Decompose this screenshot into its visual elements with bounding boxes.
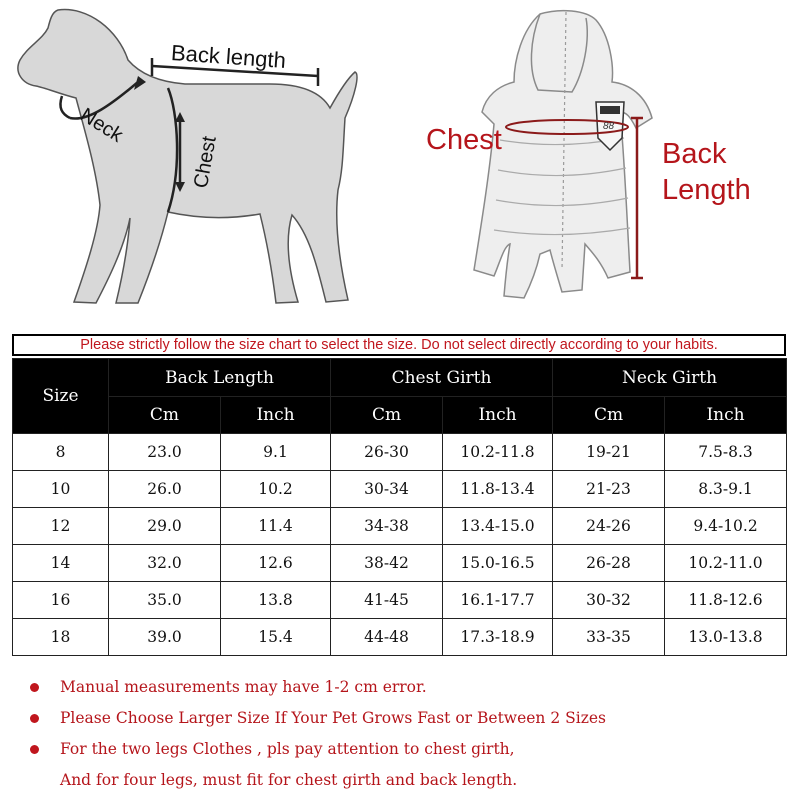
neck-measure-back (60, 96, 70, 118)
table-cell: 41-45 (331, 582, 443, 619)
table-cell: 23.0 (109, 434, 221, 471)
table-cell: 44-48 (331, 619, 443, 656)
table-cell: 18 (13, 619, 109, 656)
table-cell: 11.8-12.6 (665, 582, 787, 619)
table-cell: 33-35 (553, 619, 665, 656)
table-cell: 14 (13, 545, 109, 582)
table-cell: 10.2-11.8 (443, 434, 553, 471)
table-cell: 16.1-17.7 (443, 582, 553, 619)
unit-header: Cm (553, 397, 665, 434)
table-header-row (13, 359, 787, 397)
table-cell: 15.0-16.5 (443, 545, 553, 582)
coat-chest-label: Chest (426, 124, 502, 156)
table-cell: 8.3-9.1 (665, 471, 787, 508)
note-item (30, 734, 790, 765)
note-text: Manual measurements may have 1-2 cm error. (60, 678, 427, 696)
table-cell: 38-42 (331, 545, 443, 582)
back-length-header: Back Length (109, 359, 331, 397)
table-cell: 12.6 (221, 545, 331, 582)
note-text: For the two legs Clothes , pls pay attention to chest girth, (60, 740, 515, 758)
chest-label: Chest (190, 134, 221, 190)
table-row (13, 434, 787, 471)
neck-label: Neck (76, 104, 127, 147)
table-unit-row (13, 397, 787, 434)
coat-badge-number: 88 (603, 121, 615, 132)
table-row (13, 582, 787, 619)
unit-header: Cm (331, 397, 443, 434)
table-cell: 10.2-11.0 (665, 545, 787, 582)
table-cell: 24-26 (553, 508, 665, 545)
table-row (13, 471, 787, 508)
table-cell: 26.0 (109, 471, 221, 508)
table-cell: 16 (13, 582, 109, 619)
note-item (30, 703, 790, 734)
coat-length-label: Length (662, 174, 751, 206)
table-row (13, 508, 787, 545)
table-row (13, 545, 787, 582)
chest-girth-header: Chest Girth (331, 359, 553, 397)
bullet-icon (30, 714, 39, 723)
neck-girth-header: Neck Girth (553, 359, 787, 397)
table-cell: 9.1 (221, 434, 331, 471)
table-cell: 34-38 (331, 508, 443, 545)
table-cell: 8 (13, 434, 109, 471)
unit-header: Inch (221, 397, 331, 434)
note-text: And for four legs, must fit for chest girth and back length. (60, 771, 518, 789)
note-item (30, 672, 790, 703)
unit-header: Cm (109, 397, 221, 434)
size-notice: Please strictly follow the size chart to select the size. Do not select directly according to your habits. (12, 334, 786, 356)
table-cell: 9.4-10.2 (665, 508, 787, 545)
table-cell: 10 (13, 471, 109, 508)
table-cell: 17.3-18.9 (443, 619, 553, 656)
table-cell: 13.8 (221, 582, 331, 619)
back-length-label: Back length (170, 40, 287, 73)
table-cell: 35.0 (109, 582, 221, 619)
table-cell: 11.8-13.4 (443, 471, 553, 508)
table-cell: 26-30 (331, 434, 443, 471)
table-cell: 7.5-8.3 (665, 434, 787, 471)
table-cell: 12 (13, 508, 109, 545)
table-cell: 39.0 (109, 619, 221, 656)
table-cell: 26-28 (553, 545, 665, 582)
bullet-icon (30, 745, 39, 754)
table-row (13, 619, 787, 656)
table-cell: 32.0 (109, 545, 221, 582)
unit-header: Inch (665, 397, 787, 434)
table-cell: 30-34 (331, 471, 443, 508)
table-cell: 13.4-15.0 (443, 508, 553, 545)
size-chart-table (12, 358, 787, 656)
table-cell: 10.2 (221, 471, 331, 508)
table-cell: 19-21 (553, 434, 665, 471)
bullet-icon (30, 683, 39, 692)
coat-badge-checker (600, 106, 620, 114)
table-cell: 11.4 (221, 508, 331, 545)
unit-header: Inch (443, 397, 553, 434)
notes-list (30, 672, 790, 796)
illustration-area (0, 0, 800, 330)
note-text: Please Choose Larger Size If Your Pet Grows Fast or Between 2 Sizes (60, 709, 606, 727)
table-cell: 29.0 (109, 508, 221, 545)
size-column-header: Size (13, 359, 109, 434)
table-cell: 15.4 (221, 619, 331, 656)
table-cell: 21-23 (553, 471, 665, 508)
coat-back-label: Back (662, 138, 727, 170)
table-cell: 13.0-13.8 (665, 619, 787, 656)
note-item (30, 765, 790, 796)
table-cell: 30-32 (553, 582, 665, 619)
